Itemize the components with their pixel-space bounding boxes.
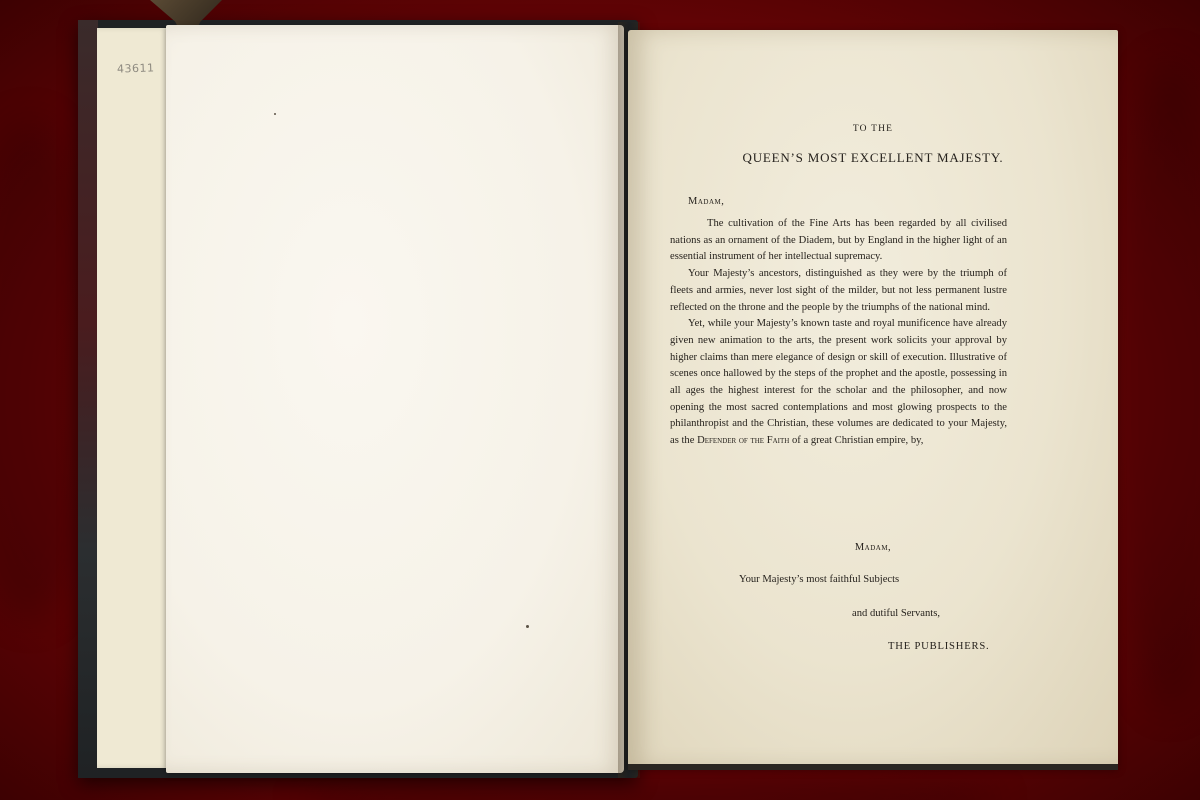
defender-of-the-faith: Defender of the Faith <box>697 435 790 447</box>
closing-salutation: Madam, <box>854 542 892 553</box>
velvet-fold <box>1110 60 1200 710</box>
flyleaf <box>97 28 169 768</box>
paragraph-3 <box>670 316 1007 450</box>
dedication-preface: TO THE <box>852 124 894 134</box>
paragraph-3-text: Yet, while your Majesty’s known taste and royal munificence have already given new animation to the arts, the present work solicits your approval by higher claims than mere elegance of design or skill of execution. Illustrative of scenes once hallowed by the steps of the prophet and the apostle, possessing in all ages the highest interest for the scholar and the philosopher, and now opening the most sacred contemplations and most glowing prospects to the philanthropist and the Christian, these volumes are dedicated to your Majesty, as the <box>670 318 1007 447</box>
salutation: Madam, <box>688 196 725 207</box>
dedication-title: QUEEN’S MOST EXCELLENT MAJESTY. <box>742 150 1004 165</box>
paper-speck <box>526 625 529 628</box>
dedication-page <box>628 30 1118 768</box>
pencil-annotation: 43611 <box>116 61 155 76</box>
closing-subjects: Your Majesty’s most faithful Subjects <box>739 574 900 585</box>
paragraph-3-ending: of a great Christian empire, by, <box>792 435 924 447</box>
signature-publishers: THE PUBLISHERS. <box>888 641 990 652</box>
paper-speck <box>274 113 276 115</box>
page-bottom-edge <box>628 764 1118 770</box>
paragraph-1: The cultivation of the Fine Arts has been regarded by all civilised nations as an ornament of the Diadem, but by England in the higher light of an essential instrument of her intellectual supremacy. <box>670 218 1007 263</box>
blank-left-page <box>166 25 624 773</box>
closing-servants: and dutiful Servants, <box>852 608 940 619</box>
cover-edge <box>78 20 98 778</box>
paragraph-2: Your Majesty’s ancestors, distinguished as they were by the triumph of fleets and armies, never lost sight of the milder, but not less permanent lustre reflected on the throne and the people by the triumphs of the national mind. <box>670 268 1007 313</box>
dedication-body <box>670 216 1007 450</box>
